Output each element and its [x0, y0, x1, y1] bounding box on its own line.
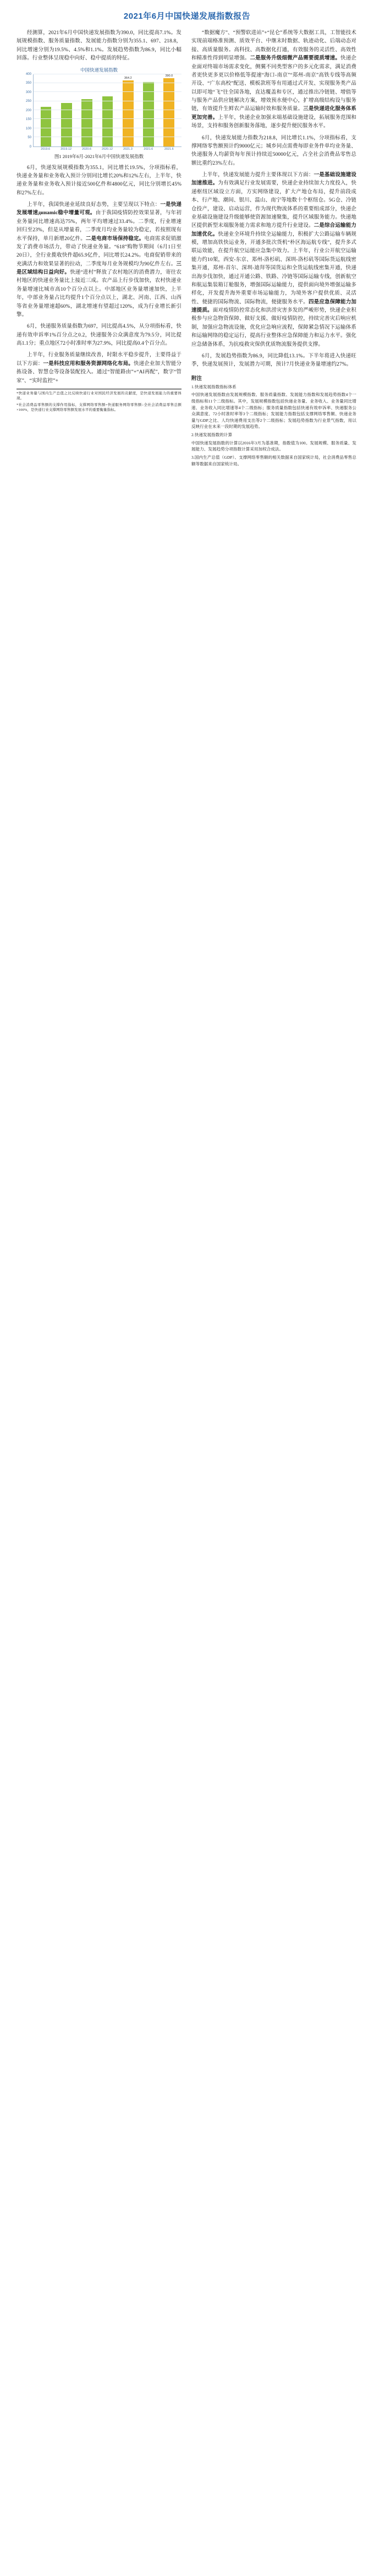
chart-y-tick: 50	[28, 136, 31, 139]
chart-bar	[81, 99, 92, 146]
chart-bar-group	[98, 74, 117, 146]
chart-gridline	[34, 118, 182, 119]
chart-gridline	[34, 91, 182, 92]
page-title: 2021年6月中国快递发展指数报告	[123, 12, 251, 21]
chart-x-tick: 2021.6	[164, 147, 174, 151]
column-left	[16, 29, 182, 414]
chart-y-tick: 0	[29, 145, 31, 149]
lead-paragraph: 经测算，2021年6月中国快递发展指数为390.0，同比提高7.1%。发展规模指数、服务质量指数、发展能力指数分别为355.1、697、218.8，同比增速分别为19.5%、4.5%和1.1%。发展趋势指数为86.9，同比小幅回落。行业整体呈现稳中向好、稳中提质的特征。	[16, 30, 182, 62]
appendix-note: 2.快递发展指数的计算	[191, 432, 233, 437]
footnote-line: *快递业务量与国内生产总值之比反映快递行业对国民经济发展的贡献度，是快递发展能力的重要体现。	[16, 391, 182, 401]
chart-x-tick: 2021.6	[144, 147, 153, 151]
paragraph-quality-index: 6月，快递服务质量指数为697，同比提高4.5%，从分项指标看，快递有效申诉率1%百分点之0.2，快递服务公众满意度为79.5分，同比提高1.1分；重点地区72小时准时率为27.9%，同比提高0.4个百分点。	[16, 324, 182, 346]
appendix-note: 1.快递发展指数指标体系	[191, 384, 237, 389]
chart-y-tick: 250	[25, 100, 31, 103]
chart-bar	[102, 96, 113, 146]
chart-bar-group	[57, 74, 76, 146]
chart-bar-group	[139, 74, 158, 146]
chart-y-tick: 200	[25, 108, 31, 112]
chart-bar	[163, 78, 174, 146]
chart-bars	[34, 74, 182, 146]
chart-x-tick: 2021.3	[123, 147, 133, 151]
appendix-note: 中国快递发展指数的计算以2016年3月为基准期，指数值为100。发展规模、服务质量、发展能力、发展趋势分项指数计算采用加权合成法。	[191, 440, 356, 452]
chart-plot-area	[16, 74, 182, 147]
chart-y-tick: 300	[25, 90, 31, 94]
appendix-note: 中国快递发展指数由发展规模指数、服务质量指数、发展能力指数和发展趋势指数4个一级指标和11个二级指标。其中，发展规模指数包括快递业务量、业务收入、业务量同比增速、业务收入同比增速等4个二级指标；服务质量指数包括快递有效申诉率、快递服务公众满意度、72小时准时率等3个二级指标；发展能力指数包括支撑网络零售额、快递业务量与GDP之比、人均快递费用支出等2个二级指标；发展趋势指数为行业景气指数，用以反映行业在未来一段时期的发展趋势。	[191, 392, 356, 430]
chart-x-tick: 2020.6	[82, 147, 91, 151]
footnote-line: *社会消费品零售额的支撑作用指标，支撑网络零售额=快递服务网络零售额÷全社会消费品零售总额×100%，是快递行业支撑网络零售额发展水平的重要衡量指标。	[16, 403, 182, 412]
chart-bar-label: 390.0	[165, 74, 173, 78]
chart-x-axis	[33, 147, 182, 151]
chart-bar	[41, 107, 52, 146]
chart-y-tick: 150	[25, 118, 31, 121]
paragraph-trend-index: 6月，发展趋势指数为86.9，同比降低13.1%。下半年将进入快递旺季，快递发展预计，发展潜力可期，预计7月快递业务量增速约27%。	[191, 353, 356, 368]
appendix-note: 3.国内生产总值（GDP）、支撑网络零售额的相关数据来自国家统计局，社会消费品零售总额等数据来自国家统计局。	[191, 454, 356, 466]
chart-x-tick: 2020.12	[102, 147, 113, 151]
paragraph-capacity-features: 上半年，快递发展能力提升主要体现以下方面：一是基础设施建设加速推进。为有效满足行业发展需要，快递企业持续加大力度投入，快递枢纽区域设立方面，方实网络建设，扩大产地仓布局，提升前段成本、行产地、潮间、银川、温山、南宁等地数十个枢纽仓。5G仓、冷链仓投产，建设、启动运营，作为现代物流体系的重要组成部分，快递企业基础设施建设升级能够使资源加速聚集，提升区域服务能力。快递地区提供新型末端服务能力需求和地方提升行业建设。二是综合运输能力加速优化。快递业全环境升持续全运输能力，积极扩大公路运输车辆规模，增加高铁快运业务，开通多批次货机“朴区海运航专线”，提升多式联运效能，在提升航空运能应急集中效力。上半年，行业公开航空运输能力约10架，西安-东京、郑州-洛杉矶、深圳-洛杉矶等国际货运航线密集开通，郑州-首尔、深圳-迪拜等国货运和全货运航线密集开通，快递出海步伐加快，通过开通公路、铁路、冷链等国际运输专线，创新航空和航运集装箱订舱服务，增强国际运输能力，提供面向境外增强运输多样化，开发提升海外重要市场运输能力，为境外客户提供优质、灵活性、便捷的国际物流、国际物流，便捷服务水平。四是应急保障能力加速提质。面对疫情防控常态化和洪涝灾害多发的严峻形势，快递企业积极参与应急物资保障、做好支援、做好疫情防控，持续完善灾后响应机制，加强应急物流设施，优化应急响应流程，保障紧急情况下运输体系和运输网络的稳定运行，提高行业整体应急保障能力和运力水平。强化应急储备体系，为抗疫救灾保供优质物流服务提供支撑。	[191, 172, 357, 347]
appendix-title: 附注	[191, 376, 202, 382]
chart-title: 中国快递发展指数	[80, 67, 118, 73]
chart-x-tick: 2019.6	[41, 147, 51, 151]
column-right	[191, 29, 356, 469]
paragraph-scale-index: 6月，快递发展规模指数为355.1，同比增长19.5%，分项指标看，快递业务量和业务收入预计分别同比增长20%和12%左右，上半年，快递业务量和业务收入预计接近500亿件和4800亿元，同比分别增长45%和27%左右。	[16, 165, 182, 196]
chart-y-tick: 100	[25, 127, 31, 131]
figure-caption: 图1 2019年6月-2021年6月中国快递发展指数	[54, 153, 144, 159]
two-column-layout	[16, 29, 358, 469]
chart-container	[16, 67, 182, 151]
paragraph-scale-features: 上半年，我国快递业延续良好态势，主要呈现以下特点：一是快递发展增速динamic稳中增量可观。由于我国疫情防控效果显著，与年初业务量同比增速高达75%，两年平均增速过33.4%。二季度，行业增速回归至23%，但是从增量看，二季度月均业务量较为稳定，若按照现有水平保持，单月新增20亿件。二是电商市场保持稳定。电商需求促销激发了消费市场活力，带动了快递业务量。“618”购物节期间（6月1日至20日），全行业揽收快件超65.9亿件，同比增长24.2%。电商促销带来的充满活力和效果显著的拉动，二季度每月业务规模均为90亿件左右。三是区域结构日益向好。快递“进村”释放了农村地区的消费潜力，寄往农村地区的快递业务量比上接近三成。农产品上行步伐加快，农村快递业务量增速比城市高10个百分点以上。中部地区业务量增速加快，上半年，中部业务量占比均提升1个百分点以上，湖北、河南、江西、山西等省业务量增速超60%，湖北增速有望超过120%，成为行业增长新引擎。	[16, 202, 182, 318]
chart-bar-group	[119, 74, 138, 146]
appendix-notes	[191, 384, 356, 468]
chart-bar-group	[37, 74, 56, 146]
chart-x-tick: 2019.12	[61, 147, 72, 151]
chart-plot	[33, 74, 182, 147]
chart-bar-group	[160, 74, 178, 146]
paragraph-tech-service: “数据魔方”、“预警软进站”+“昆仑”系统等大数据工具，工智能技术实现前端格准预测、质效平台、中继末时数据、轨迹动化、后端动态对接、高质量服务。高科技、高数据化打通，有效服务的灵活性、高效性和精准性得到明显增强。二是服务升级细微产品需要提质增速。快递企业面对终端市场需求变化，侧翼不同类型客户的多元化需求，满足消费者更快更多更以价格低等提速“海口-南京”“郑州-南京”高铁专线等高频开设、“广东高校”配送、模板款班等有用通过式开发、实现服务类产品以即可地“飞”往全国各地，直达覆盖和专区，通过推出冷链链、增值等与服务产品供应链解决方案，增效预水便中心，扩增高级结构设与服务链，有效提升生鲜农产品运输时效和服务质量。三是快递进化服务体系更加完善。上半年，快递企业加强末端基础设施建设，拓展服务范围和场景，支持和服务创新服务落地，逐步提升便民服务水平。	[191, 30, 356, 129]
footnote-block	[16, 389, 182, 413]
paragraph-quality-features: 上半年，行业服务质量继续改善，时限水平稳步提升，主要得益于以下方面：一是科技应用和服务资源网络化布局。快递企业加大智能分拣设备、智慧仓等设备装配投入。通过“智能路由”+“AI再配”，数字“管家”、“实时监控”+	[16, 352, 182, 384]
chart-y-tick: 400	[25, 72, 31, 76]
chart-bar-label: 364.2	[124, 77, 132, 80]
chart-y-axis	[16, 74, 33, 147]
chart-y-tick: 350	[25, 81, 31, 85]
chart-bar-group	[78, 74, 96, 146]
paragraph-capacity-index: 6月，快递发展能力指数为218.8，同比增长1.1%，分项指标看，支撑网络零售额预计约9000亿元；城乡同点需费每即业务件单均业务量、快递服务人均薪资每年预计持续近50000亿元，占全社会消费品零售总额比重约23%左右。	[191, 135, 356, 166]
